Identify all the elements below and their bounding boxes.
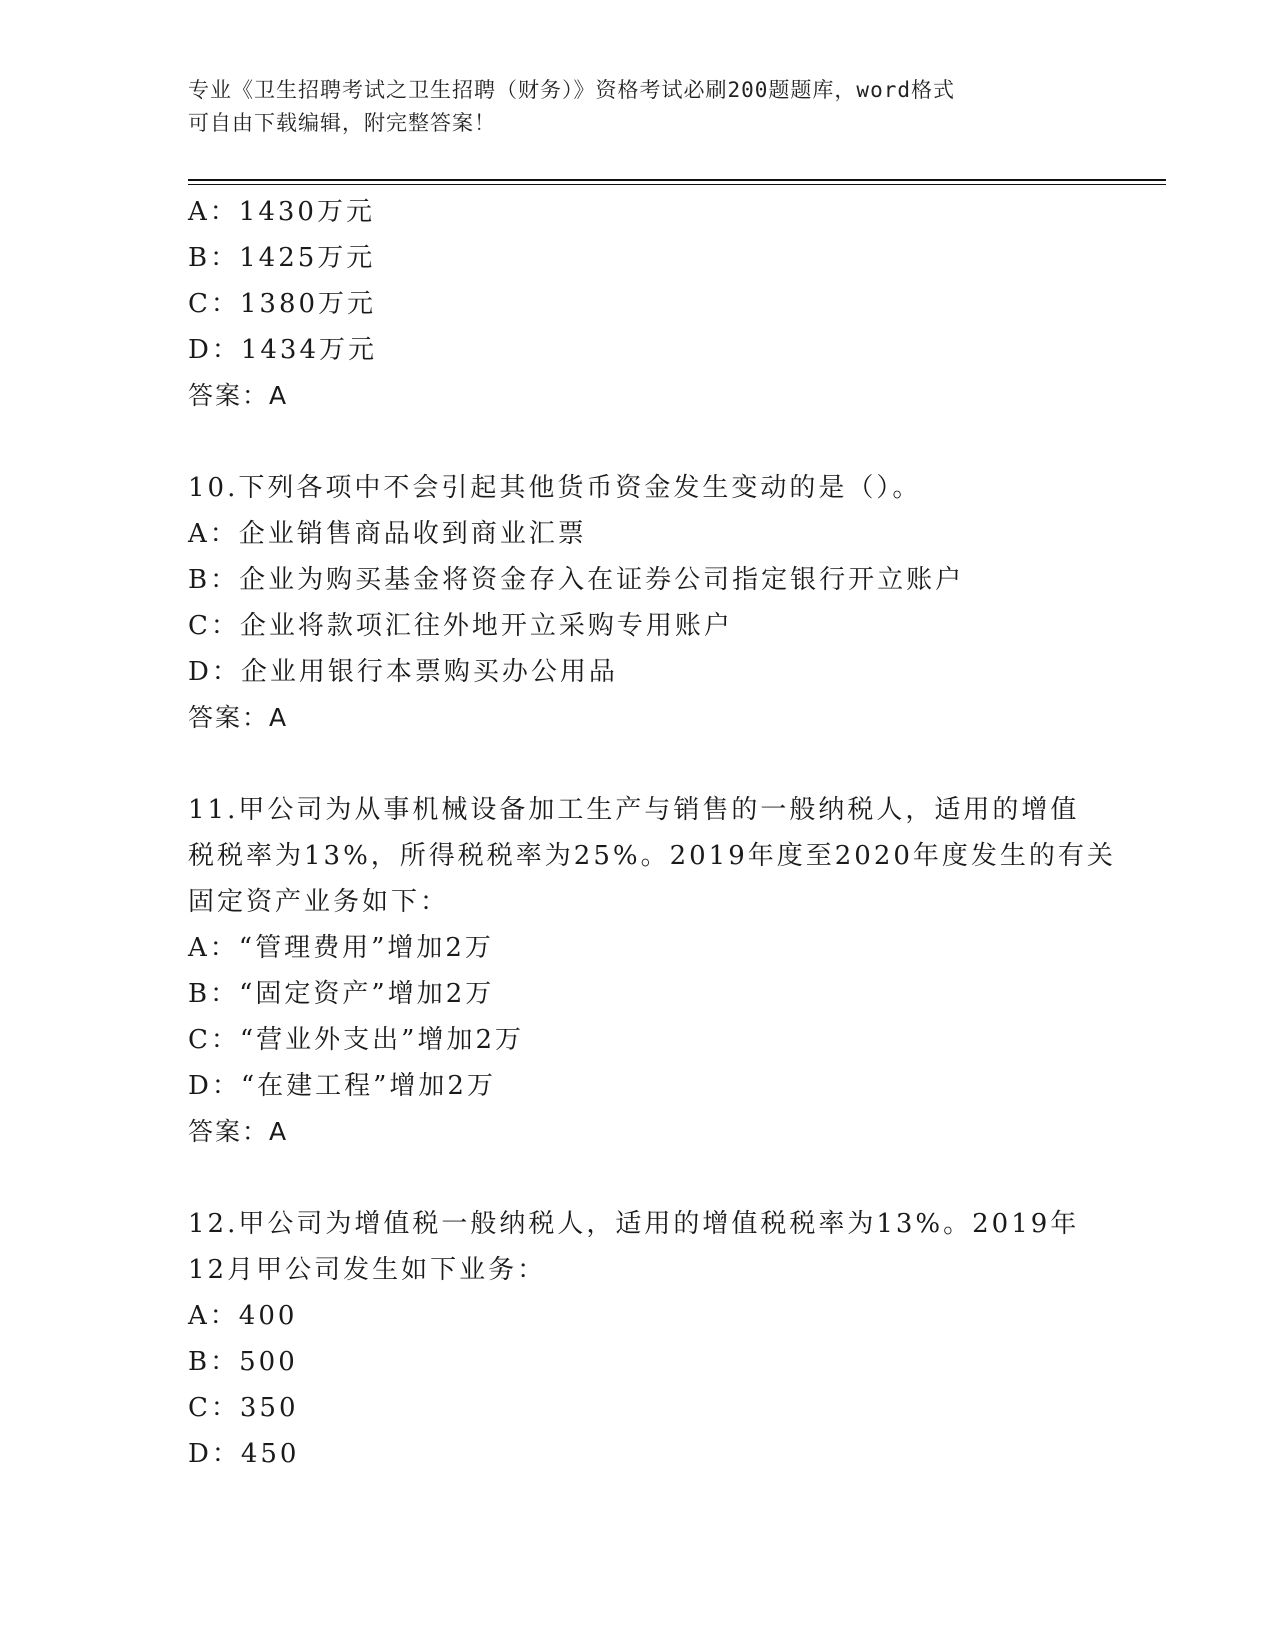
- document-header: [188, 74, 1088, 140]
- q11-option-a: A：“管理费用”增加2万: [188, 933, 494, 963]
- q10-option-b: B：企业为购买基金将资金存入在证券公司指定银行开立账户: [188, 565, 965, 595]
- q11-option-b: B：“固定资产”增加2万: [188, 979, 495, 1009]
- spacer: [188, 741, 1168, 787]
- q9-option-a: A：1430万元: [188, 197, 375, 227]
- q9-answer: 答案：A: [188, 381, 289, 410]
- q12-stem-line-2: 12月甲公司发生如下业务：: [188, 1255, 547, 1285]
- header-title-line-2: 可自由下载编辑，附完整答案！: [188, 111, 496, 135]
- q11-stem-line-1: 11.甲公司为从事机械设备加工生产与销售的一般纳税人，适用的增值: [188, 795, 1080, 825]
- q10-option-c: C：企业将款项汇往外地开立采购专用账户: [188, 611, 733, 641]
- question-10-block: [188, 465, 1168, 741]
- header-title-line-1: 专业《卫生招聘考试之卫生招聘（财务）》资格考试必刷200题题库，word格式: [188, 78, 955, 102]
- q12-option-c: C：350: [188, 1393, 299, 1423]
- header-divider-thick: [188, 179, 1166, 181]
- q12-option-a: A：400: [188, 1301, 298, 1331]
- spacer: [188, 419, 1168, 465]
- header-divider-thin: [188, 184, 1166, 185]
- q10-stem: 10.下列各项中不会引起其他货币资金发生变动的是（）。: [188, 473, 922, 503]
- q11-option-c: C：“营业外支出”增加2万: [188, 1025, 525, 1055]
- q11-stem-line-3: 固定资产业务如下：: [188, 887, 450, 917]
- q10-option-d: D：企业用银行本票购买办公用品: [188, 657, 618, 687]
- q10-option-a: A：企业销售商品收到商业汇票: [188, 519, 587, 549]
- q9-option-b: B：1425万元: [188, 243, 376, 273]
- question-list: [188, 189, 1168, 1477]
- q12-stem-line-1: 12.甲公司为增值税一般纳税人，适用的增值税税率为13%。2019年: [188, 1209, 1080, 1239]
- question-12-block: [188, 1201, 1168, 1477]
- question-9-block: [188, 189, 1168, 419]
- q9-option-c: C：1380万元: [188, 289, 377, 319]
- q9-option-d: D：1434万元: [188, 335, 378, 365]
- q12-option-d: D：450: [188, 1439, 300, 1469]
- q11-answer: 答案：A: [188, 1117, 289, 1146]
- q10-answer: 答案：A: [188, 703, 289, 732]
- q11-option-d: D：“在建工程”增加2万: [188, 1071, 496, 1101]
- q12-option-b: B：500: [188, 1347, 298, 1377]
- spacer: [188, 1155, 1168, 1201]
- question-11-block: [188, 787, 1168, 1155]
- q11-stem-line-2: 税税率为13%，所得税税率为25%。2019年度至2020年度发生的有关: [188, 841, 1116, 871]
